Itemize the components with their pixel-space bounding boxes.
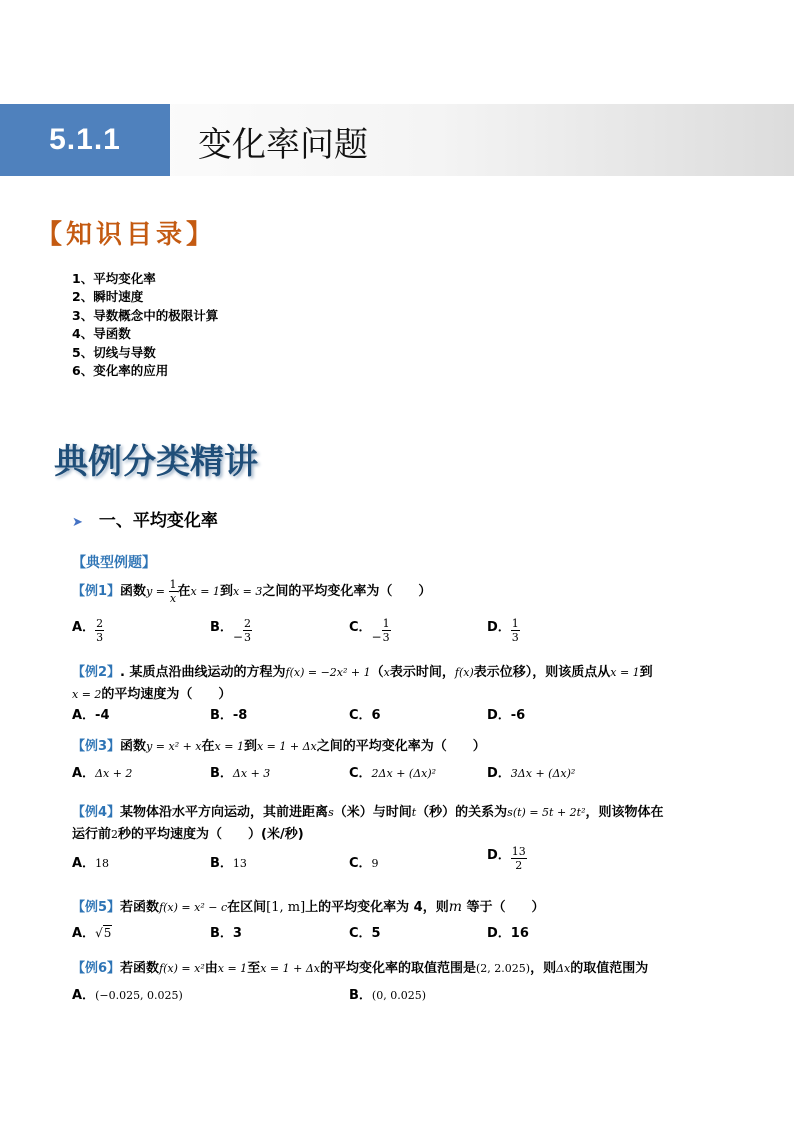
example-4-question xyxy=(72,802,664,824)
option-a[interactable]: A．(−0.025, 0.025) xyxy=(72,988,183,1003)
option-c[interactable]: C．2Δx + (Δx)² xyxy=(349,766,437,781)
q-text: 等于（ ） xyxy=(462,900,545,915)
math: m xyxy=(448,899,463,915)
toc-item[interactable]: 6、变化率的应用 xyxy=(72,363,169,379)
toc-list xyxy=(72,270,218,380)
math: f(x) = −2x² + 1 xyxy=(285,666,371,679)
section-number: 5.1.1 xyxy=(49,123,121,156)
q-text: （秒）的关系为 xyxy=(416,805,508,820)
option-a[interactable]: A．Δx + 2 xyxy=(72,766,133,781)
math: x = 3 xyxy=(232,585,263,598)
q-text: 到 xyxy=(639,665,653,680)
main-heading: 典例分类精讲 xyxy=(54,442,258,482)
option-c[interactable]: C．6 xyxy=(349,708,381,723)
q-text: 运行前 xyxy=(72,827,112,842)
math: y = xyxy=(146,585,169,598)
page-title: 变化率问题 xyxy=(198,125,368,165)
q-text: 某物体沿水平方向运动，其前进距离 xyxy=(120,805,329,820)
option-c[interactable]: C．− $\frac{1}{3}$ xyxy=(349,617,390,644)
subheading: 【典型例题】 xyxy=(72,555,156,571)
example-1-question xyxy=(72,578,431,605)
example-label: 【例5】 xyxy=(72,900,121,915)
option-d[interactable]: D．3Δx + (Δx)² xyxy=(487,766,576,781)
option-d[interactable]: D．-6 xyxy=(487,708,526,723)
example-6-question xyxy=(72,958,648,980)
frac-num: 1 xyxy=(169,578,177,591)
q-text: 函数 xyxy=(120,739,147,754)
section-title xyxy=(72,506,218,531)
math: s(t) = 5t + 2t² xyxy=(507,806,586,819)
q-text: 在 xyxy=(201,739,215,754)
math: x = 1 xyxy=(217,962,248,975)
q-text: ，则该物体在 xyxy=(585,805,664,820)
q-text: 在区间 xyxy=(227,900,267,915)
example-2-question xyxy=(72,662,653,684)
option-a[interactable]: A．-4 xyxy=(72,708,110,723)
option-a[interactable]: A．√5 xyxy=(72,926,112,941)
q-text: 之间的平均变化率为（ ） xyxy=(262,584,432,599)
q-text: 的取值范围为 xyxy=(570,961,649,976)
math: f(x) = x² xyxy=(159,962,205,975)
toc-item[interactable]: 3、导数概念中的极限计算 xyxy=(72,307,219,323)
fraction xyxy=(169,578,178,605)
option-d[interactable]: D． $\frac{1}{3}$ xyxy=(487,617,519,644)
example-label: 【例2】 xyxy=(72,665,121,680)
option-b[interactable]: B．-8 xyxy=(210,708,248,723)
option-b[interactable]: B．(0, 0.025) xyxy=(349,988,426,1003)
q-text: （米）与时间 xyxy=(333,805,412,820)
toc-item[interactable]: 5、切线与导数 xyxy=(72,344,156,360)
q-text: 表示时间， xyxy=(389,665,455,680)
example-2-question-line2 xyxy=(72,684,231,706)
math: y = x² + x xyxy=(146,740,202,753)
toc-item[interactable]: 1、平均变化率 xyxy=(72,271,156,286)
option-b[interactable]: B．− $\frac{2}{3}$ xyxy=(210,617,251,644)
math: f(x) xyxy=(454,666,474,679)
option-b[interactable]: B．Δx + 3 xyxy=(210,766,271,781)
option-d[interactable]: D．16 xyxy=(487,926,529,941)
q-text: 若函数 xyxy=(120,961,160,976)
q-text: （ xyxy=(370,665,384,680)
math: (2, 2.025) xyxy=(476,962,531,975)
q-text: 的平均速度为（ ） xyxy=(101,687,232,702)
example-4-question-line2 xyxy=(72,824,304,846)
q-text: 表示位移），则该质点从 xyxy=(473,665,611,680)
math: x = 1 + Δx xyxy=(256,740,317,753)
q-text: . 某质点沿曲线运动的方程为 xyxy=(120,665,286,680)
q-text: 在 xyxy=(177,584,191,599)
option-a[interactable]: A． $\frac{2}{3}$ xyxy=(72,617,104,644)
q-text: 到 xyxy=(219,584,233,599)
arrow-bullet-icon: ➤ xyxy=(72,515,83,530)
example-3-question xyxy=(72,736,486,758)
option-b[interactable]: B．13 xyxy=(210,856,247,871)
math: x xyxy=(383,666,390,679)
toc-item[interactable]: 2、瞬时速度 xyxy=(72,289,144,305)
q-text: 上的平均变化率为 4，则 xyxy=(305,900,449,915)
frac-den: x xyxy=(169,592,177,605)
math: f(x) = x² − c xyxy=(159,901,228,914)
math: x = 1 xyxy=(190,585,220,598)
section-number-box xyxy=(0,104,170,176)
option-d[interactable]: D． $\frac{13}{2}$ xyxy=(487,845,526,872)
math: Δx xyxy=(556,962,571,975)
q-text: 若函数 xyxy=(120,900,160,915)
q-text: 之间的平均变化率为（ ） xyxy=(316,739,486,754)
option-b[interactable]: B．3 xyxy=(210,926,242,941)
example-5-question xyxy=(72,896,545,919)
q-text: 由 xyxy=(204,961,218,976)
math: x = 1 xyxy=(214,740,244,753)
toc-heading: 【知识目录】 xyxy=(36,220,217,250)
q-text: 秒的平均速度为（ ）(米/秒) xyxy=(118,827,304,842)
example-label: 【例1】 xyxy=(72,584,121,599)
q-text: 至 xyxy=(247,961,261,976)
math: [1, m] xyxy=(266,900,306,915)
option-a[interactable]: A．18 xyxy=(72,856,110,871)
option-c[interactable]: C．9 xyxy=(349,856,379,871)
math: x = 2 xyxy=(72,688,102,701)
option-c[interactable]: C．5 xyxy=(349,926,381,941)
math: 2 xyxy=(111,828,119,841)
q-text: 的平均变化率的取值范围是 xyxy=(319,961,476,976)
math: t xyxy=(411,806,417,819)
q-text: 函数 xyxy=(120,584,147,599)
example-label: 【例6】 xyxy=(72,961,121,976)
math: s xyxy=(328,806,334,819)
example-label: 【例4】 xyxy=(72,805,121,820)
section-title-text: 一、平均变化率 xyxy=(98,511,218,531)
example-label: 【例3】 xyxy=(72,739,121,754)
q-text: 到 xyxy=(243,739,257,754)
toc-item[interactable]: 4、导函数 xyxy=(72,326,131,342)
math: x = 1 xyxy=(610,666,640,679)
math: x = 1 + Δx xyxy=(260,962,320,975)
q-text: ，则 xyxy=(530,961,557,976)
